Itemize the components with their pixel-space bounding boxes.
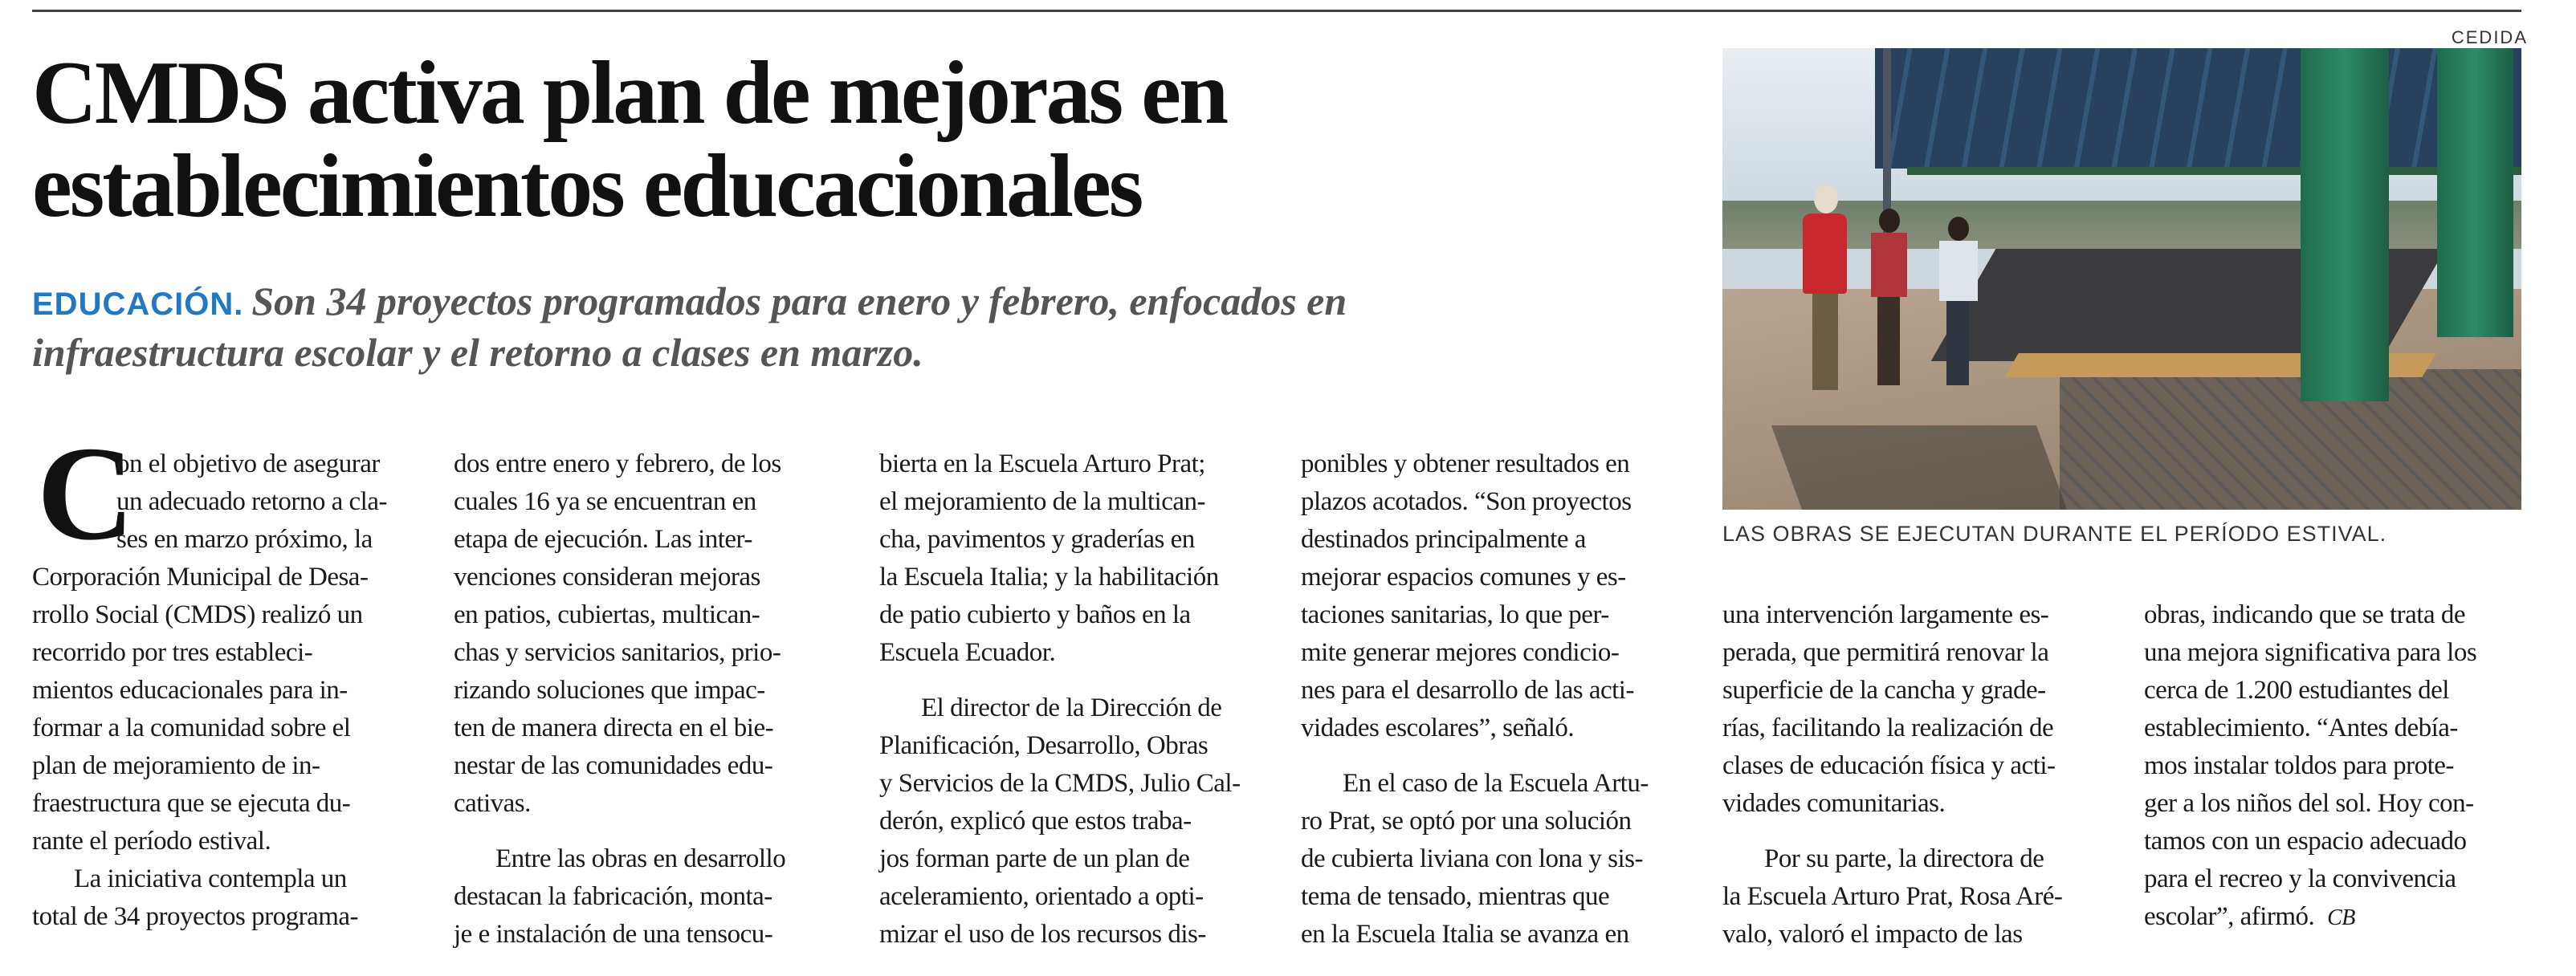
article-column-2 bbox=[454, 445, 843, 954]
text-line: el mejoramiento de la multican- bbox=[879, 487, 1206, 516]
text-line: dos entre enero y febrero, de los bbox=[454, 449, 781, 478]
text-line: total de 34 proyectos programa- bbox=[32, 902, 359, 931]
text-line: y Servicios de la CMDS, Julio Cal- bbox=[879, 769, 1241, 798]
text-line: una mejora significativa para los bbox=[2144, 638, 2477, 667]
text-line: ten de manera directa en el bie- bbox=[454, 714, 774, 742]
text-line: nestar de las comunidades edu- bbox=[454, 751, 773, 780]
section-kicker: EDUCACIÓN. bbox=[32, 287, 244, 322]
text-line: La iniciativa contempla un bbox=[74, 864, 347, 893]
text-line: chas y servicios sanitarios, prio- bbox=[454, 638, 781, 667]
text-line: obras, indicando que se trata de bbox=[2144, 600, 2466, 629]
article-column-4 bbox=[1301, 445, 1690, 954]
text-line: para el recreo y la convivencia bbox=[2144, 864, 2456, 893]
text-line: ro Prat, se optó por una solución bbox=[1301, 807, 1632, 836]
text-line: perada, que permitirá renovar la bbox=[1722, 638, 2049, 667]
text-line: En el caso de la Escuela Artu- bbox=[1343, 769, 1649, 798]
lead-line-1 bbox=[32, 277, 1686, 328]
text-line: taciones sanitarias, lo que per- bbox=[1301, 600, 1609, 629]
text-line: Corporación Municipal de Desa- bbox=[32, 563, 369, 592]
person-figure bbox=[1803, 185, 1847, 393]
text-line: de cubierta liviana con lona y sis- bbox=[1301, 844, 1644, 873]
text-line: en patios, cubiertas, multican- bbox=[454, 600, 760, 629]
closing-text: escolar”, afirmó. bbox=[2144, 902, 2315, 931]
article-column-1 bbox=[116, 445, 422, 559]
text-line: vidades comunitarias. bbox=[1722, 789, 1946, 818]
text-line: recorrido por tres estableci- bbox=[32, 638, 313, 667]
text-line: formar a la comunidad sobre el bbox=[32, 714, 351, 742]
text-line: ponibles y obtener resultados en bbox=[1301, 449, 1630, 478]
text-line: aceleramiento, orientado a opti- bbox=[879, 882, 1204, 911]
lead-text-1: Son 34 proyectos programados para enero y febrero, enfocados en bbox=[251, 279, 1347, 323]
text-line: nes para el desarrollo de las acti- bbox=[1301, 676, 1634, 705]
headline-line-2: establecimientos educacionales bbox=[32, 136, 1142, 236]
text-line: una intervención largamente es- bbox=[1722, 600, 2049, 629]
text-line: Por su parte, la directora de bbox=[1764, 844, 2044, 873]
text-line: la Escuela Arturo Prat, Rosa Aré- bbox=[1722, 882, 2063, 911]
text-line bbox=[2144, 898, 2529, 936]
text-line: je e instalación de una tensocu- bbox=[454, 920, 773, 949]
text-line: ses en marzo próximo, la bbox=[116, 525, 373, 554]
text-line: tamos con un espacio adecuado bbox=[2144, 827, 2467, 856]
person-figure bbox=[1939, 217, 1978, 385]
text-line: plan de mejoramiento de in- bbox=[32, 751, 320, 780]
headline-line-1: CMDS activa plan de mejoras en bbox=[32, 43, 1227, 143]
text-line: valo, valoró el impacto de las bbox=[1722, 920, 2023, 949]
text-line: on el objetivo de asegurar bbox=[116, 449, 380, 478]
text-line: jos forman parte de un plan de bbox=[879, 844, 1190, 873]
top-rule bbox=[32, 10, 2521, 12]
end-mark-icon: CB bbox=[2327, 905, 2355, 930]
text-line: superficie de la cancha y grade- bbox=[1722, 676, 2046, 705]
text-line: rizando soluciones que impac- bbox=[454, 676, 765, 705]
article-column-3 bbox=[879, 445, 1269, 954]
text-line: de patio cubierto y baños en la bbox=[879, 600, 1191, 629]
text-line: mejorar espacios comunes y es- bbox=[1301, 563, 1626, 592]
text-line: rías, facilitando la realización de bbox=[1722, 714, 2054, 742]
text-line: clases de educación física y acti- bbox=[1722, 751, 2056, 780]
article-column-1-cont bbox=[32, 559, 422, 936]
dropcap: C bbox=[37, 419, 135, 568]
text-line: Entre las obras en desarrollo bbox=[495, 844, 786, 873]
text-line: mizar el uso de los recursos dis- bbox=[879, 920, 1206, 949]
text-line: destacan la fabricación, monta- bbox=[454, 882, 772, 911]
text-line: bierta en la Escuela Arturo Prat; bbox=[879, 449, 1205, 478]
text-line: destinados principalmente a bbox=[1301, 525, 1586, 554]
text-line: en la Escuela Italia se avanza en bbox=[1301, 920, 1629, 949]
text-line: Planificación, Desarrollo, Obras bbox=[879, 731, 1209, 760]
text-line: vidades escolares”, señaló. bbox=[1301, 714, 1575, 742]
text-line: venciones consideran mejoras bbox=[454, 563, 760, 592]
person-figure bbox=[1871, 209, 1907, 385]
article-photo bbox=[1722, 48, 2521, 510]
text-line: etapa de ejecución. Las inter- bbox=[454, 525, 752, 554]
lead-line-2: infraestructura escolar y el retorno a clases en marzo. bbox=[32, 330, 923, 375]
photo-credit: CEDIDA bbox=[2451, 27, 2528, 47]
text-line: ger a los niños del sol. Hoy con- bbox=[2144, 789, 2474, 818]
text-line: rrollo Social (CMDS) realizó un bbox=[32, 600, 363, 629]
text-line: El director de la Dirección de bbox=[921, 693, 1222, 722]
text-line: cativas. bbox=[454, 789, 531, 818]
text-line: plazos acotados. “Son proyectos bbox=[1301, 487, 1632, 516]
text-line: Escuela Ecuador. bbox=[879, 638, 1056, 667]
text-line: cerca de 1.200 estudiantes del bbox=[2144, 676, 2449, 705]
text-line: mientos educacionales para in- bbox=[32, 676, 348, 705]
text-line: establecimiento. “Antes debía- bbox=[2144, 714, 2458, 742]
text-line: cuales 16 ya se encuentran en bbox=[454, 487, 756, 516]
headline bbox=[32, 43, 1678, 236]
photo-caption: LAS OBRAS SE EJECUTAN DURANTE EL PERÍODO ESTIVAL. bbox=[1722, 522, 2387, 546]
text-line: cha, pavimentos y graderías en bbox=[879, 525, 1195, 554]
text-line: tema de tensado, mientras que bbox=[1301, 882, 1610, 911]
article-column-6 bbox=[2144, 596, 2529, 936]
text-line: la Escuela Italia; y la habilitación bbox=[879, 563, 1219, 592]
lead-paragraph bbox=[32, 277, 1686, 376]
text-line: mite generar mejores condicio- bbox=[1301, 638, 1620, 667]
text-line: derón, explicó que estos traba- bbox=[879, 807, 1192, 836]
text-line: un adecuado retorno a cla- bbox=[116, 487, 387, 516]
text-line: mos instalar toldos para prote- bbox=[2144, 751, 2454, 780]
text-line: rante el período estival. bbox=[32, 827, 271, 856]
text-line: fraestructura que se ejecuta du- bbox=[32, 789, 351, 818]
article-column-5 bbox=[1722, 596, 2112, 954]
